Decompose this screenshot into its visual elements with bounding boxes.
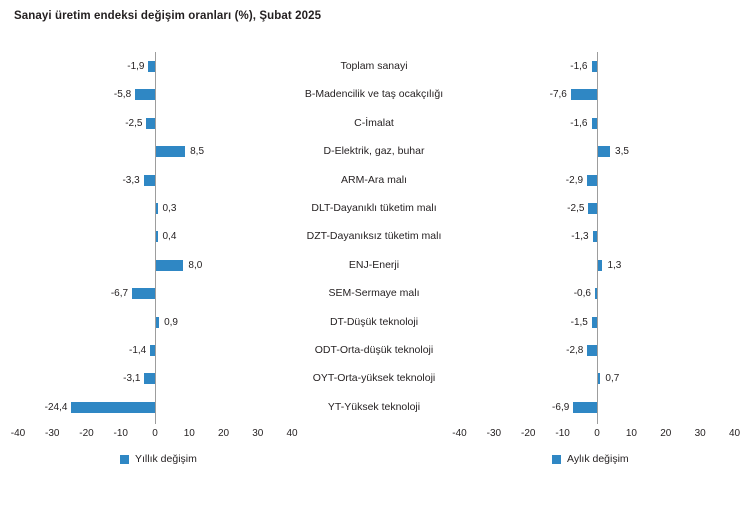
x-axis-tick: -10: [555, 428, 570, 439]
bar-value-label: 0,3: [162, 203, 177, 214]
bar-value-label: -2,8: [566, 345, 584, 356]
bar-value-label: 0,9: [164, 316, 178, 328]
bar-value-label: 0,4: [162, 231, 177, 243]
bar: [156, 146, 185, 157]
category-label: ARM-Ara malı: [341, 173, 407, 186]
bar-value-label: -1,3: [571, 231, 589, 243]
bar: [135, 89, 155, 100]
bar-value-label: 8,0: [188, 259, 203, 271]
bar-value-label: 3,5: [615, 146, 629, 158]
bar-value-label: -1,9: [127, 61, 145, 72]
bar-value-label: -24,4: [44, 401, 68, 413]
bar: [587, 345, 597, 356]
bar: [148, 61, 155, 72]
bar: [150, 345, 155, 356]
bar: [132, 288, 155, 299]
chart-panel-yearly: [10, 52, 298, 439]
bar-value-label: -3,1: [123, 373, 141, 385]
category-label: DZT-Dayanıksız tüketim malı: [306, 230, 442, 243]
x-axis-tick: 20: [217, 428, 230, 439]
x-axis-tick: -20: [521, 428, 536, 439]
bar-value-label: -7,6: [549, 89, 567, 101]
x-axis-tick: -20: [79, 428, 94, 439]
x-axis-tick: 30: [252, 428, 264, 439]
bar-value-label: -2,5: [125, 117, 143, 129]
category-label: SEM-Sermaye malı: [328, 287, 420, 300]
bar: [571, 89, 597, 100]
bar-value-label: -6,9: [552, 401, 570, 413]
legend-label-monthly: Aylık değişim: [567, 453, 629, 465]
bar: [595, 288, 597, 299]
legend-swatch-monthly: [552, 455, 561, 464]
bar: [573, 402, 597, 413]
category-label: Toplam sanayi: [340, 60, 408, 72]
category-label: DLT-Dayanıklı tüketim malı: [311, 202, 437, 214]
bar: [598, 146, 610, 157]
bar-value-label: -1,4: [128, 345, 147, 356]
bar: [71, 402, 155, 413]
category-label: B-Madencilik ve taş ocakçılığı: [304, 88, 444, 101]
x-axis-tick: -40: [10, 428, 26, 439]
bar-value-label: -3,3: [122, 174, 140, 186]
x-axis-tick: -30: [486, 428, 502, 439]
bar-value-label: -1,6: [570, 117, 588, 129]
legend-monthly: [552, 450, 629, 468]
x-axis-tick: -10: [113, 428, 128, 439]
category-label: YT-Yüksek teknoloji: [327, 400, 421, 413]
bar: [587, 175, 597, 186]
bar: [592, 118, 598, 129]
bar-value-label: -5,8: [113, 89, 132, 101]
category-label: OYT-Orta-yüksek teknoloji: [312, 372, 436, 385]
zero-axis-line-right: [597, 52, 598, 424]
bar-value-label: 1,3: [607, 259, 622, 271]
bar: [588, 203, 597, 214]
category-label: D-Elektrik, gaz, buhar: [323, 145, 425, 158]
bar: [156, 317, 159, 328]
x-axis-left: [10, 424, 298, 448]
bar-value-label: 0,7: [605, 373, 620, 385]
category-label: C-İmalat: [354, 116, 394, 129]
bar-value-label: -2,9: [565, 174, 584, 186]
bar-value-label: -6,7: [110, 288, 129, 300]
x-axis-tick: 0: [152, 428, 158, 439]
bar: [156, 260, 183, 271]
legend-yearly: [120, 450, 197, 468]
x-axis-tick: 10: [183, 428, 195, 439]
bar: [598, 260, 602, 271]
x-axis-tick: 30: [694, 428, 706, 439]
x-axis-tick: -40: [452, 428, 467, 439]
category-label: ENJ-Enerji: [348, 258, 400, 271]
x-axis-tick: 40: [286, 428, 298, 439]
bar: [592, 317, 597, 328]
bar-value-label: -1,6: [570, 61, 588, 72]
x-axis-right: [452, 424, 741, 448]
bar: [144, 373, 155, 384]
x-axis-tick: 40: [728, 428, 741, 439]
category-label: ODT-Orta-düşük teknoloji: [314, 344, 434, 356]
bar: [156, 203, 158, 214]
x-axis-tick: 0: [594, 428, 600, 439]
bar-value-label: -1,5: [570, 316, 588, 328]
legend-swatch-yearly: [120, 455, 129, 464]
bar-value-label: 8,5: [190, 146, 205, 158]
bar: [144, 175, 155, 186]
bar: [592, 61, 598, 72]
chart-panel-monthly: [452, 52, 741, 439]
bar-value-label: -0,6: [573, 288, 591, 300]
page-title: Sanayi üretim endeksi değişim oranları (%), Şubat 2025: [14, 10, 322, 22]
bar: [146, 118, 155, 129]
chart-container: [0, 52, 750, 465]
x-axis-tick: -30: [45, 428, 60, 439]
category-labels: [288, 52, 460, 424]
x-axis-tick: 10: [625, 428, 637, 439]
bar: [156, 231, 158, 242]
x-axis-tick: 20: [660, 428, 672, 439]
category-label: DT-Düşük teknoloji: [329, 315, 419, 328]
bar: [598, 373, 600, 384]
legend-label-yearly: Yıllık değişim: [135, 453, 197, 465]
bar-value-label: -2,5: [567, 203, 585, 214]
bar: [593, 231, 597, 242]
